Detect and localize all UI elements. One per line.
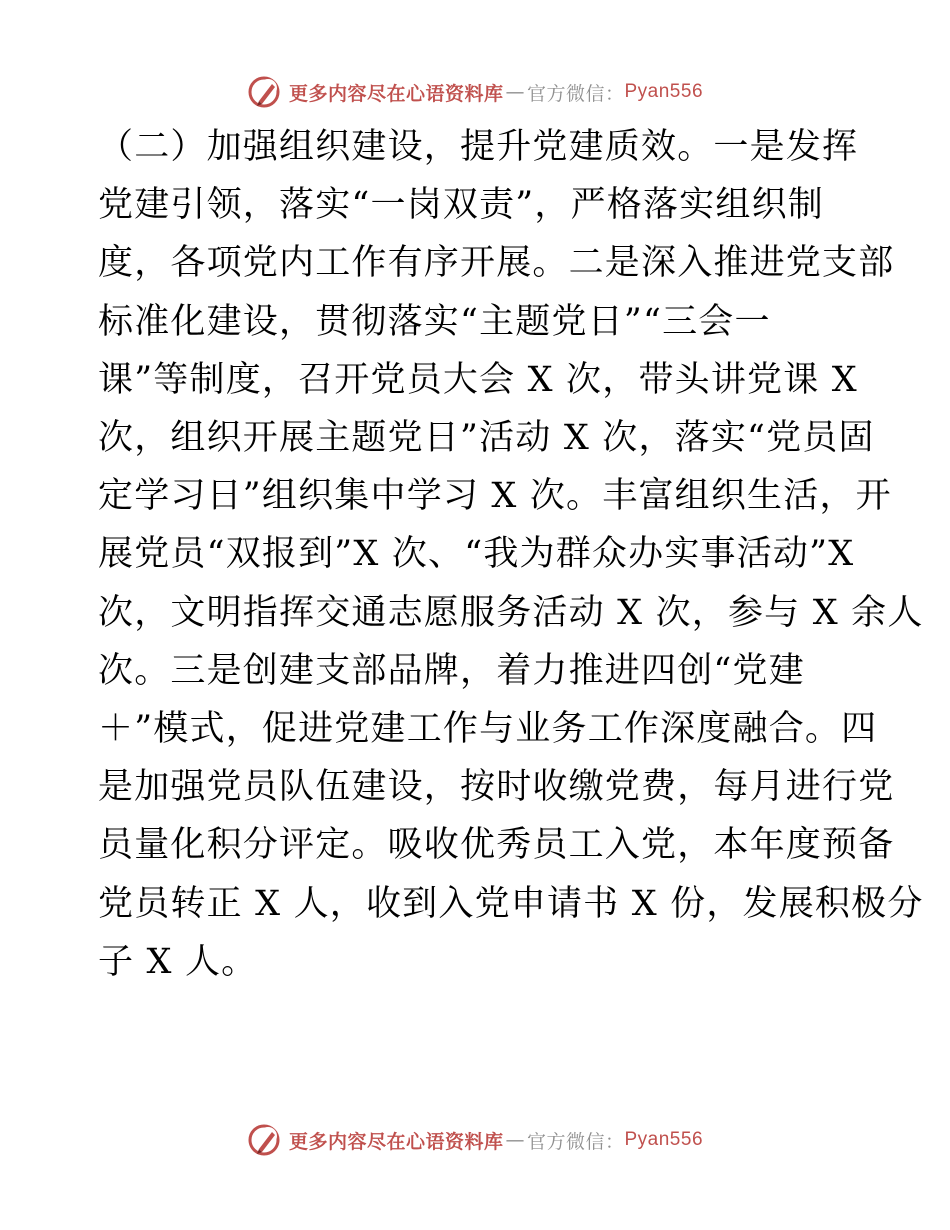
footer-watermark [0, 1118, 950, 1162]
text-line: 展党员“双报到”X 次、“我为群众办实事活动”X [98, 534, 855, 575]
watermark-main-text: 更多内容尽在心语资料库 [288, 82, 504, 105]
text-line: 次。三是创建支部品牌，着力推进四创“党建 [98, 650, 805, 691]
watermark-separator: — [505, 81, 525, 103]
watermark-sub-text: 官方微信： [526, 82, 625, 105]
text-line: 是加强党员队伍建设，按时收缴党费，每月进行党 [98, 767, 895, 808]
text-line: 次，组织开展主题党日”活动 X 次，落实“党员固 [98, 418, 875, 459]
watermark-text [289, 1127, 703, 1154]
watermark-text [289, 79, 703, 106]
text-line: （二）加强组织建设，提升党建质效。一是发挥 [98, 127, 859, 167]
watermark-account: Pyan556 [624, 81, 704, 102]
text-line: 度，各项党内工作有序开展。二是深入推进党支部 [98, 243, 895, 284]
watermark-sub-text: 官方微信： [526, 1130, 625, 1153]
text-line: 党员转正 X 人，收到入党申请书 X 份，发展积极分 [98, 883, 924, 924]
text-line: ＋”模式，促进党建工作与业务工作深度融合。四 [98, 709, 878, 750]
text-line: 员量化积分评定。吸收优秀员工入党，本年度预备 [98, 825, 895, 866]
red-crescent-pen-logo-icon [247, 1123, 281, 1157]
header-watermark [0, 70, 950, 114]
text-line: 党建引领，落实“一岗双责”，严格落实组织制 [98, 185, 824, 226]
text-line: 标准化建设，贯彻落实“主题党日”“三会一 [98, 301, 771, 342]
document-body [98, 118, 924, 991]
watermark-main-text: 更多内容尽在心语资料库 [288, 1130, 504, 1153]
watermark-separator: — [505, 1129, 525, 1151]
watermark-account: Pyan556 [624, 1129, 704, 1150]
text-line: 定学习日”组织集中学习 X 次。丰富组织生活，开 [98, 476, 892, 517]
red-crescent-pen-logo-icon [247, 75, 281, 109]
text-line: 课”等制度，召开党员大会 X 次，带头讲党课 X [98, 359, 858, 400]
text-line: 子 X 人。 [98, 941, 258, 982]
text-line: 次，文明指挥交通志愿服务活动 X 次，参与 X 余人 [98, 592, 924, 633]
